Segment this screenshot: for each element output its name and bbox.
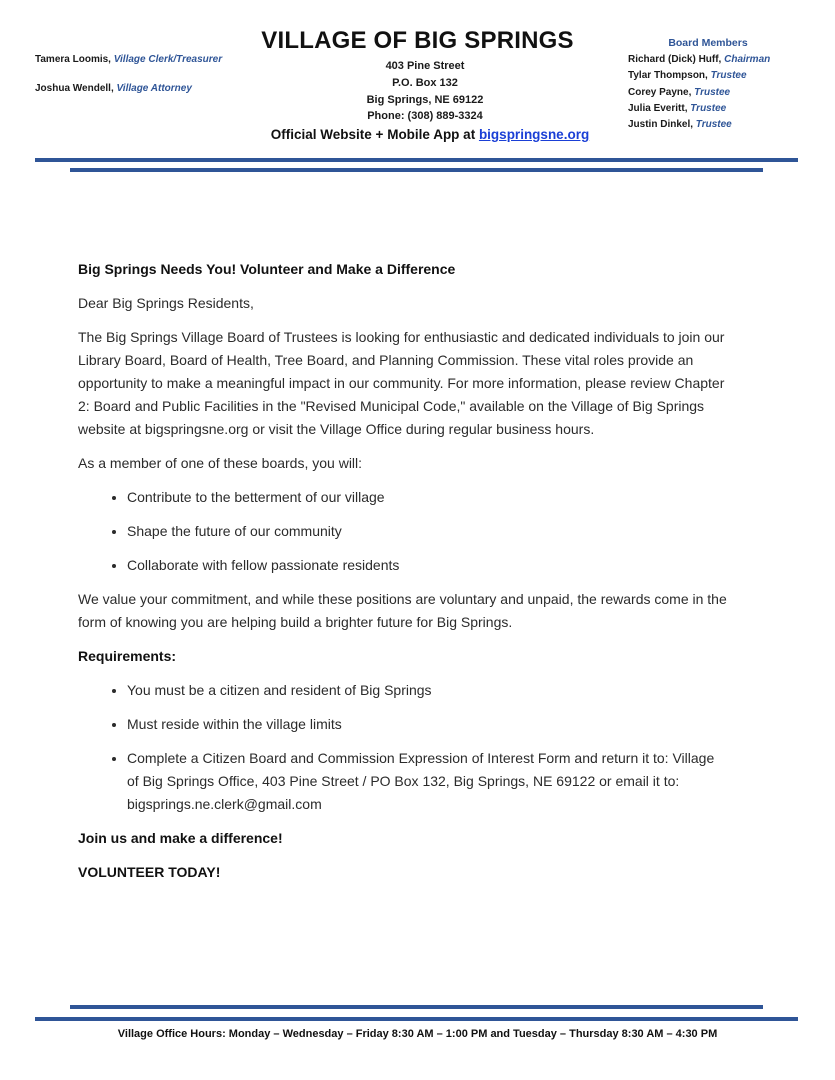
website-line bbox=[220, 127, 640, 142]
list-item: • Must reside within the village limits bbox=[127, 713, 728, 736]
board-member bbox=[628, 70, 747, 81]
requirements-heading: Requirements: bbox=[78, 648, 177, 664]
board-member-role: Chairman bbox=[724, 54, 771, 65]
website-link[interactable]: bigspringsne.org bbox=[478, 127, 590, 142]
list-item: • Contribute to the betterment of our village bbox=[127, 486, 728, 509]
board-member bbox=[628, 103, 726, 114]
staff-clerk-name: Tamera Loomis, bbox=[35, 54, 114, 65]
board-member bbox=[628, 54, 770, 65]
staff-attorney-role: Village Attorney bbox=[116, 83, 192, 94]
address-po-box: P.O. Box 132 bbox=[392, 77, 458, 89]
staff-clerk-role: Village Clerk/Treasurer bbox=[113, 54, 223, 65]
letter-heading: Big Springs Needs You! Volunteer and Make a Difference bbox=[78, 261, 456, 277]
board-members-heading: Board Members bbox=[668, 37, 748, 49]
board-member-name: Corey Payne, bbox=[628, 87, 695, 98]
board-member-name: Julia Everitt, bbox=[628, 103, 691, 114]
footer-rule-top bbox=[70, 1005, 763, 1009]
board-member-role: Trustee bbox=[695, 119, 732, 130]
board-member-name: Justin Dinkel, bbox=[628, 119, 696, 130]
header-rule-bottom bbox=[70, 168, 763, 172]
value-paragraph: We value your commitment, and while these positions are voluntary and unpaid, the rewards come in the form of knowing you are helping build a brighter future for Big Springs. bbox=[78, 591, 727, 630]
board-member-name: Tylar Thompson, bbox=[628, 70, 711, 81]
list-item: • Complete a Citizen Board and Commission Expression of Interest Form and return it to: Village of Big Springs Office, 403 Pine Street / PO Box 132, Big Springs, NE 69122 or email it to: bigsprings.ne.clerk@gmail.com bbox=[127, 747, 728, 816]
office-hours: Village Office Hours: Monday – Wednesday – Friday 8:30 AM – 1:00 PM and Tuesday – Thursday 8:30 AM – 4:30 PM bbox=[117, 1028, 718, 1040]
board-member bbox=[628, 119, 732, 130]
letter-greeting: Dear Big Springs Residents, bbox=[78, 295, 254, 311]
staff-attorney-name: Joshua Wendell, bbox=[35, 83, 117, 94]
list-item: • Collaborate with fellow passionate residents bbox=[127, 554, 728, 577]
board-member-role: Trustee bbox=[710, 70, 747, 81]
footer-rule-bottom bbox=[35, 1017, 798, 1021]
requirements-list bbox=[78, 679, 728, 816]
header-rule-top bbox=[35, 158, 798, 162]
closing-line-2: VOLUNTEER TODAY! bbox=[78, 864, 221, 880]
letter-body bbox=[78, 258, 728, 895]
list-item: • You must be a citizen and resident of Big Springs bbox=[127, 679, 728, 702]
letter-intro: The Big Springs Village Board of Trustees is looking for enthusiastic and dedicated individuals to join our Library Board, Board of Health, Tree Board, and Planning Commission. These vital roles provide an opportunity to make a meaningful impact in our community. For more information, please review Chapter 2: Board and Public Facilities in the "Revised Municipal Code," available on the Village of Big Springs website at bigspringsne.org or visit the Village Office during regular business hours. bbox=[78, 329, 725, 437]
board-member-name: Richard (Dick) Huff, bbox=[628, 54, 725, 65]
closing-line-1: Join us and make a difference! bbox=[78, 830, 283, 846]
address-city: Big Springs, NE 69122 bbox=[366, 94, 484, 106]
board-member bbox=[628, 87, 730, 98]
member-intro: As a member of one of these boards, you will: bbox=[78, 455, 363, 471]
member-benefits-list bbox=[78, 486, 728, 577]
letterhead-title: VILLAGE OF BIG SPRINGS bbox=[261, 27, 574, 54]
address-phone: Phone: (308) 889-3324 bbox=[367, 110, 483, 122]
address-street: 403 Pine Street bbox=[385, 60, 465, 72]
website-prefix: Official Website + Mobile App at bbox=[270, 127, 479, 142]
board-member-role: Trustee bbox=[694, 87, 731, 98]
staff-attorney bbox=[35, 83, 192, 94]
board-member-role: Trustee bbox=[690, 103, 727, 114]
staff-clerk bbox=[35, 54, 222, 65]
list-item: • Shape the future of our community bbox=[127, 520, 728, 543]
